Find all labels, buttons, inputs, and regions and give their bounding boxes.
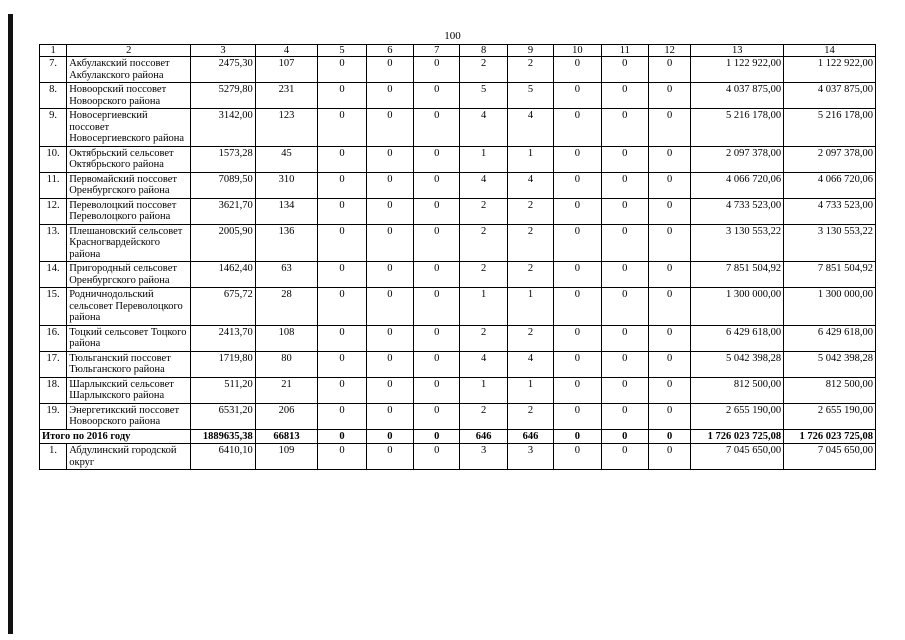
cell-col-10: 0 xyxy=(554,403,601,429)
cell-col-5: 0 xyxy=(318,444,366,470)
cell-col-9: 3 xyxy=(507,444,553,470)
total-label: Итого по 2016 году xyxy=(40,429,191,444)
row-number: 11. xyxy=(40,172,67,198)
cell-col-12: 0 xyxy=(649,146,691,172)
cell-col-12: 0 xyxy=(649,224,691,262)
table-row xyxy=(40,198,876,224)
cell-col-5: 0 xyxy=(318,403,366,429)
cell-col-6: 0 xyxy=(366,224,413,262)
cell-col-8: 2 xyxy=(460,325,507,351)
cell-col-10: 0 xyxy=(554,262,601,288)
page-number: 100 xyxy=(444,30,461,42)
cell-col-10: 0 xyxy=(554,198,601,224)
column-header: 14 xyxy=(784,45,876,57)
cell-col-11: 0 xyxy=(601,444,648,470)
cell-col-6: 0 xyxy=(366,198,413,224)
cell-col-12: 0 xyxy=(649,57,691,83)
cell-col-7: 0 xyxy=(414,429,460,444)
cell-col-13: 7 851 504,92 xyxy=(691,262,784,288)
row-number: 9. xyxy=(40,109,67,147)
cell-col-4: 231 xyxy=(255,83,318,109)
cell-col-13: 1 726 023 725,08 xyxy=(691,429,784,444)
row-number: 12. xyxy=(40,198,67,224)
cell-col-8: 1 xyxy=(460,146,507,172)
cell-col-6: 0 xyxy=(366,325,413,351)
cell-col-12: 0 xyxy=(649,325,691,351)
total-row xyxy=(40,429,876,444)
cell-col-8: 1 xyxy=(460,377,507,403)
cell-col-8: 4 xyxy=(460,109,507,147)
table-row xyxy=(40,109,876,147)
row-number: 10. xyxy=(40,146,67,172)
cell-col-6: 0 xyxy=(366,351,413,377)
cell-col-10: 0 xyxy=(554,377,601,403)
municipality-name: Пригородный сельсовет Оренбургского района xyxy=(67,262,191,288)
municipality-name: Новосергиевский поссовет Новосергиевского района xyxy=(67,109,191,147)
municipality-name: Октябрьский сельсовет Октябрьского района xyxy=(67,146,191,172)
cell-col-3: 2413,70 xyxy=(191,325,256,351)
cell-col-5: 0 xyxy=(318,83,366,109)
cell-col-9: 2 xyxy=(507,403,553,429)
cell-col-8: 5 xyxy=(460,83,507,109)
cell-col-5: 0 xyxy=(318,429,366,444)
cell-col-3: 6410,10 xyxy=(191,444,256,470)
municipality-name: Родничнодольский сельсовет Переволоцкого района xyxy=(67,288,191,326)
cell-col-5: 0 xyxy=(318,262,366,288)
cell-col-11: 0 xyxy=(601,288,648,326)
cell-col-9: 646 xyxy=(507,429,553,444)
row-number: 13. xyxy=(40,224,67,262)
table-row xyxy=(40,57,876,83)
cell-col-13: 6 429 618,00 xyxy=(691,325,784,351)
table-row xyxy=(40,262,876,288)
column-header: 1 xyxy=(40,45,67,57)
cell-col-9: 1 xyxy=(507,377,553,403)
cell-col-4: 136 xyxy=(255,224,318,262)
cell-col-6: 0 xyxy=(366,444,413,470)
cell-col-12: 0 xyxy=(649,377,691,403)
cell-col-5: 0 xyxy=(318,57,366,83)
left-margin-bar xyxy=(8,14,13,634)
table-row xyxy=(40,444,876,470)
cell-col-9: 1 xyxy=(507,146,553,172)
cell-col-14: 1 300 000,00 xyxy=(784,288,876,326)
cell-col-6: 0 xyxy=(366,429,413,444)
cell-col-10: 0 xyxy=(554,57,601,83)
column-number-row xyxy=(40,45,876,57)
cell-col-14: 2 097 378,00 xyxy=(784,146,876,172)
cell-col-11: 0 xyxy=(601,325,648,351)
cell-col-14: 2 655 190,00 xyxy=(784,403,876,429)
row-number: 15. xyxy=(40,288,67,326)
cell-col-9: 2 xyxy=(507,57,553,83)
cell-col-11: 0 xyxy=(601,351,648,377)
cell-col-9: 1 xyxy=(507,288,553,326)
cell-col-10: 0 xyxy=(554,172,601,198)
cell-col-10: 0 xyxy=(554,288,601,326)
cell-col-11: 0 xyxy=(601,429,648,444)
cell-col-4: 28 xyxy=(255,288,318,326)
column-header: 5 xyxy=(318,45,366,57)
table-row xyxy=(40,83,876,109)
cell-col-7: 0 xyxy=(414,262,460,288)
table-row xyxy=(40,325,876,351)
cell-col-4: 80 xyxy=(255,351,318,377)
cell-col-3: 511,20 xyxy=(191,377,256,403)
cell-col-7: 0 xyxy=(414,403,460,429)
cell-col-3: 1462,40 xyxy=(191,262,256,288)
table-row xyxy=(40,224,876,262)
cell-col-4: 310 xyxy=(255,172,318,198)
column-header: 3 xyxy=(191,45,256,57)
table-row xyxy=(40,146,876,172)
cell-col-11: 0 xyxy=(601,224,648,262)
cell-col-12: 0 xyxy=(649,351,691,377)
column-header: 9 xyxy=(507,45,553,57)
cell-col-7: 0 xyxy=(414,444,460,470)
municipality-name: Переволоцкий поссовет Переволоцкого района xyxy=(67,198,191,224)
row-number: 19. xyxy=(40,403,67,429)
cell-col-4: 107 xyxy=(255,57,318,83)
cell-col-3: 5279,80 xyxy=(191,83,256,109)
cell-col-13: 7 045 650,00 xyxy=(691,444,784,470)
cell-col-11: 0 xyxy=(601,262,648,288)
column-header: 7 xyxy=(414,45,460,57)
cell-col-9: 2 xyxy=(507,262,553,288)
cell-col-12: 0 xyxy=(649,83,691,109)
cell-col-14: 812 500,00 xyxy=(784,377,876,403)
cell-col-9: 4 xyxy=(507,351,553,377)
cell-col-9: 2 xyxy=(507,325,553,351)
cell-col-13: 1 122 922,00 xyxy=(691,57,784,83)
cell-col-10: 0 xyxy=(554,83,601,109)
column-header: 2 xyxy=(67,45,191,57)
column-header: 11 xyxy=(601,45,648,57)
cell-col-5: 0 xyxy=(318,325,366,351)
cell-col-14: 1 726 023 725,08 xyxy=(784,429,876,444)
cell-col-4: 63 xyxy=(255,262,318,288)
cell-col-5: 0 xyxy=(318,288,366,326)
cell-col-8: 2 xyxy=(460,403,507,429)
cell-col-14: 7 045 650,00 xyxy=(784,444,876,470)
cell-col-5: 0 xyxy=(318,351,366,377)
cell-col-6: 0 xyxy=(366,288,413,326)
municipality-name: Шарлыкский сельсовет Шарлыкского района xyxy=(67,377,191,403)
cell-col-6: 0 xyxy=(366,83,413,109)
cell-col-5: 0 xyxy=(318,224,366,262)
cell-col-13: 3 130 553,22 xyxy=(691,224,784,262)
cell-col-3: 7089,50 xyxy=(191,172,256,198)
cell-col-4: 123 xyxy=(255,109,318,147)
row-number: 14. xyxy=(40,262,67,288)
municipality-name: Тоцкий сельсовет Тоцкого района xyxy=(67,325,191,351)
cell-col-8: 2 xyxy=(460,198,507,224)
cell-col-5: 0 xyxy=(318,198,366,224)
cell-col-12: 0 xyxy=(649,403,691,429)
cell-col-4: 109 xyxy=(255,444,318,470)
cell-col-7: 0 xyxy=(414,377,460,403)
cell-col-11: 0 xyxy=(601,83,648,109)
cell-col-6: 0 xyxy=(366,262,413,288)
cell-col-11: 0 xyxy=(601,172,648,198)
cell-col-9: 5 xyxy=(507,83,553,109)
cell-col-4: 108 xyxy=(255,325,318,351)
cell-col-14: 4 066 720,06 xyxy=(784,172,876,198)
cell-col-7: 0 xyxy=(414,172,460,198)
cell-col-8: 4 xyxy=(460,172,507,198)
cell-col-13: 4 066 720,06 xyxy=(691,172,784,198)
cell-col-6: 0 xyxy=(366,403,413,429)
cell-col-13: 5 042 398,28 xyxy=(691,351,784,377)
cell-col-12: 0 xyxy=(649,262,691,288)
cell-col-14: 4 733 523,00 xyxy=(784,198,876,224)
cell-col-10: 0 xyxy=(554,224,601,262)
column-header: 13 xyxy=(691,45,784,57)
cell-col-5: 0 xyxy=(318,377,366,403)
cell-col-12: 0 xyxy=(649,288,691,326)
cell-col-3: 2005,90 xyxy=(191,224,256,262)
cell-col-3: 1573,28 xyxy=(191,146,256,172)
cell-col-14: 6 429 618,00 xyxy=(784,325,876,351)
row-number: 17. xyxy=(40,351,67,377)
row-number: 18. xyxy=(40,377,67,403)
cell-col-11: 0 xyxy=(601,57,648,83)
column-header: 12 xyxy=(649,45,691,57)
cell-col-13: 5 216 178,00 xyxy=(691,109,784,147)
municipality-name: Абдулинский городской округ xyxy=(67,444,191,470)
cell-col-5: 0 xyxy=(318,109,366,147)
table-row xyxy=(40,377,876,403)
cell-col-6: 0 xyxy=(366,57,413,83)
table-row xyxy=(40,403,876,429)
column-header: 4 xyxy=(255,45,318,57)
cell-col-4: 206 xyxy=(255,403,318,429)
column-header: 10 xyxy=(554,45,601,57)
cell-col-14: 4 037 875,00 xyxy=(784,83,876,109)
cell-col-13: 2 655 190,00 xyxy=(691,403,784,429)
cell-col-3: 2475,30 xyxy=(191,57,256,83)
cell-col-7: 0 xyxy=(414,288,460,326)
cell-col-14: 5 216 178,00 xyxy=(784,109,876,147)
cell-col-11: 0 xyxy=(601,146,648,172)
cell-col-8: 2 xyxy=(460,57,507,83)
cell-col-3: 3142,00 xyxy=(191,109,256,147)
cell-col-10: 0 xyxy=(554,429,601,444)
cell-col-3: 6531,20 xyxy=(191,403,256,429)
cell-col-7: 0 xyxy=(414,325,460,351)
cell-col-7: 0 xyxy=(414,198,460,224)
cell-col-9: 4 xyxy=(507,109,553,147)
cell-col-7: 0 xyxy=(414,109,460,147)
cell-col-7: 0 xyxy=(414,351,460,377)
cell-col-10: 0 xyxy=(554,325,601,351)
cell-col-3: 675,72 xyxy=(191,288,256,326)
cell-col-9: 2 xyxy=(507,198,553,224)
cell-col-10: 0 xyxy=(554,109,601,147)
column-header: 8 xyxy=(460,45,507,57)
cell-col-5: 0 xyxy=(318,172,366,198)
cell-col-6: 0 xyxy=(366,172,413,198)
cell-col-14: 1 122 922,00 xyxy=(784,57,876,83)
cell-col-12: 0 xyxy=(649,198,691,224)
cell-col-13: 1 300 000,00 xyxy=(691,288,784,326)
municipality-name: Первомайский поссовет Оренбургского района xyxy=(67,172,191,198)
cell-col-10: 0 xyxy=(554,351,601,377)
cell-col-8: 4 xyxy=(460,351,507,377)
cell-col-3: 1889635,38 xyxy=(191,429,256,444)
cell-col-11: 0 xyxy=(601,109,648,147)
cell-col-7: 0 xyxy=(414,224,460,262)
cell-col-12: 0 xyxy=(649,109,691,147)
cell-col-9: 4 xyxy=(507,172,553,198)
row-number: 1. xyxy=(40,444,67,470)
row-number: 7. xyxy=(40,57,67,83)
cell-col-5: 0 xyxy=(318,146,366,172)
cell-col-9: 2 xyxy=(507,224,553,262)
cell-col-14: 5 042 398,28 xyxy=(784,351,876,377)
cell-col-8: 2 xyxy=(460,224,507,262)
municipality-name: Тюльганский поссовет Тюльганского района xyxy=(67,351,191,377)
cell-col-3: 1719,80 xyxy=(191,351,256,377)
cell-col-14: 3 130 553,22 xyxy=(784,224,876,262)
cell-col-8: 646 xyxy=(460,429,507,444)
cell-col-10: 0 xyxy=(554,444,601,470)
cell-col-6: 0 xyxy=(366,146,413,172)
cell-col-11: 0 xyxy=(601,377,648,403)
cell-col-7: 0 xyxy=(414,146,460,172)
cell-col-4: 21 xyxy=(255,377,318,403)
row-number: 8. xyxy=(40,83,67,109)
row-number: 16. xyxy=(40,325,67,351)
cell-col-6: 0 xyxy=(366,377,413,403)
table-row xyxy=(40,351,876,377)
cell-col-6: 0 xyxy=(366,109,413,147)
cell-col-7: 0 xyxy=(414,57,460,83)
cell-col-12: 0 xyxy=(649,444,691,470)
data-table xyxy=(39,44,876,470)
cell-col-14: 7 851 504,92 xyxy=(784,262,876,288)
municipality-name: Акбулакский поссовет Акбулакского района xyxy=(67,57,191,83)
municipality-name: Энергетикский поссовет Новоорского района xyxy=(67,403,191,429)
cell-col-10: 0 xyxy=(554,146,601,172)
cell-col-4: 66813 xyxy=(255,429,318,444)
cell-col-3: 3621,70 xyxy=(191,198,256,224)
cell-col-13: 812 500,00 xyxy=(691,377,784,403)
cell-col-4: 45 xyxy=(255,146,318,172)
table-row xyxy=(40,172,876,198)
municipality-name: Плешановский сельсовет Красногвардейского района xyxy=(67,224,191,262)
cell-col-8: 2 xyxy=(460,262,507,288)
cell-col-8: 1 xyxy=(460,288,507,326)
municipality-name: Новоорский поссовет Новоорского района xyxy=(67,83,191,109)
cell-col-11: 0 xyxy=(601,403,648,429)
column-header: 6 xyxy=(366,45,413,57)
cell-col-13: 4 037 875,00 xyxy=(691,83,784,109)
cell-col-12: 0 xyxy=(649,429,691,444)
cell-col-13: 2 097 378,00 xyxy=(691,146,784,172)
cell-col-13: 4 733 523,00 xyxy=(691,198,784,224)
cell-col-4: 134 xyxy=(255,198,318,224)
cell-col-12: 0 xyxy=(649,172,691,198)
cell-col-8: 3 xyxy=(460,444,507,470)
cell-col-11: 0 xyxy=(601,198,648,224)
table-row xyxy=(40,288,876,326)
cell-col-7: 0 xyxy=(414,83,460,109)
